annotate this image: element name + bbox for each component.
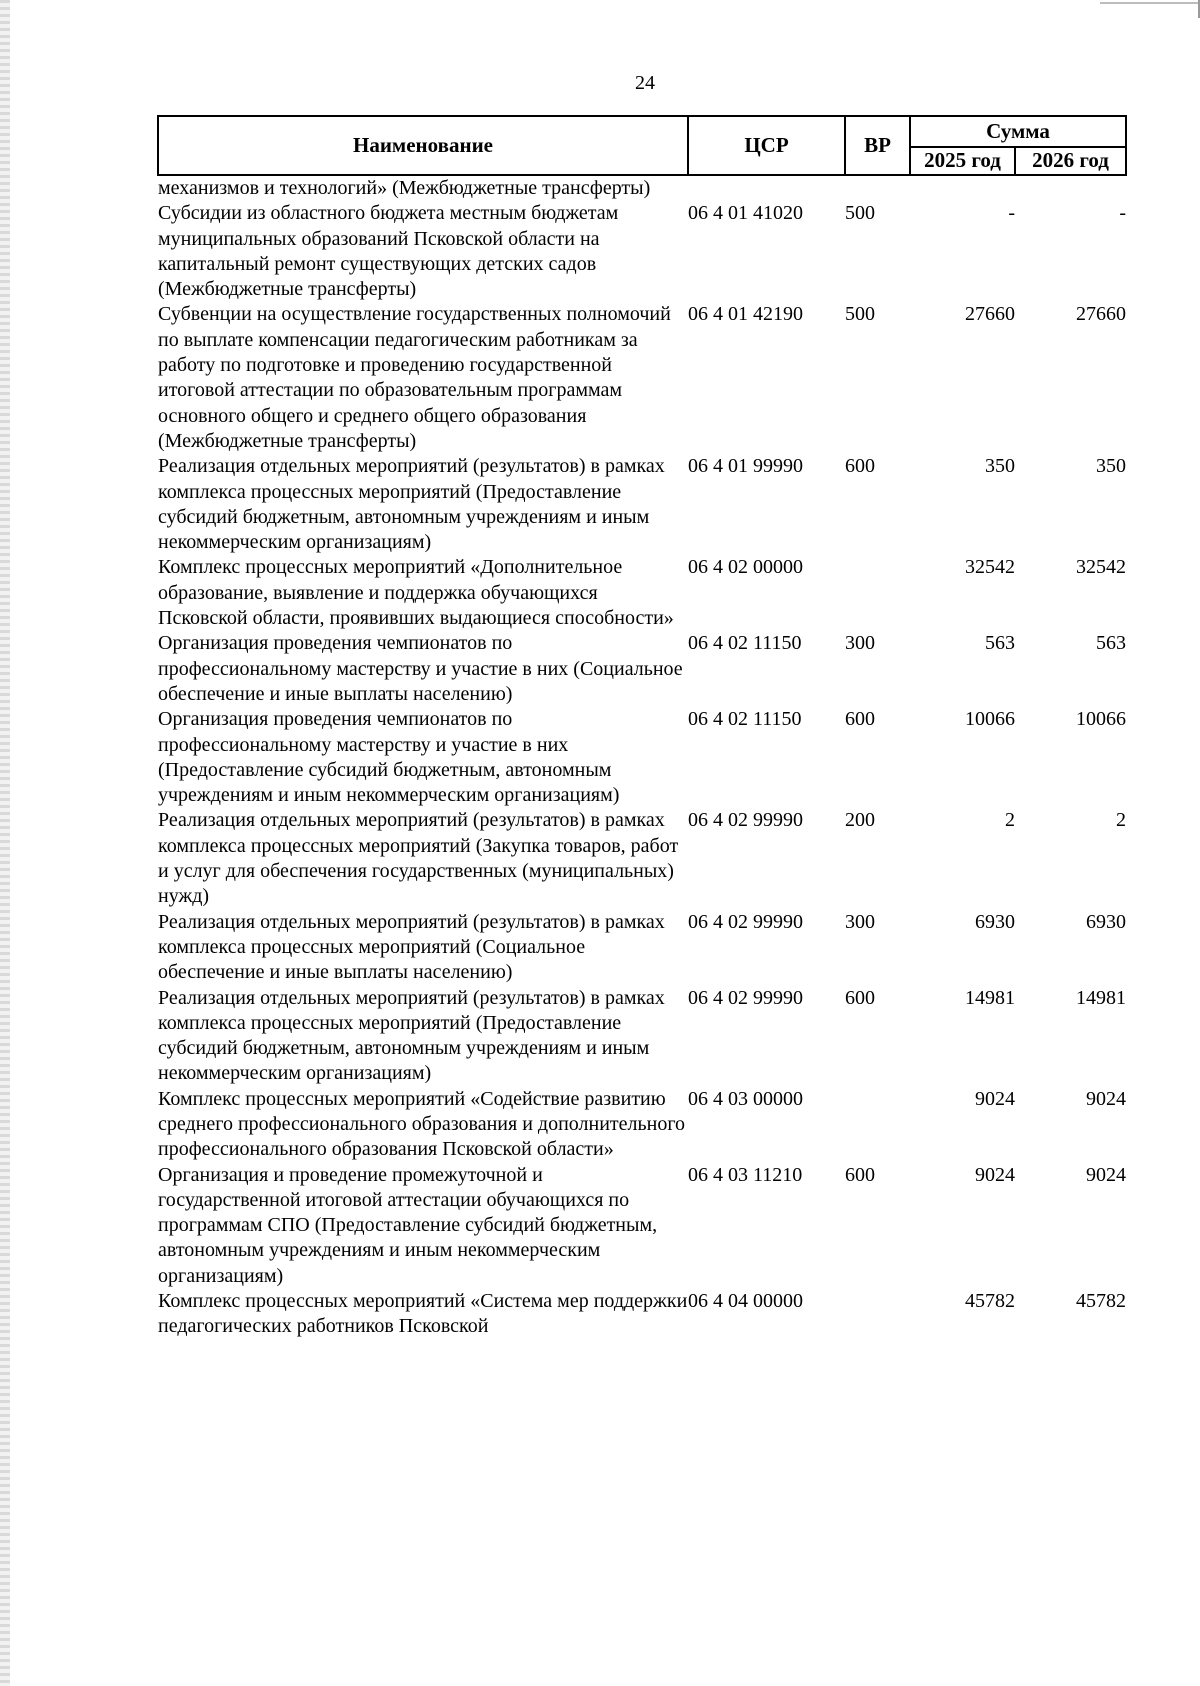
table-row	[158, 555, 1126, 631]
row-vr: 200	[845, 809, 875, 832]
row-csr: 06 4 03 11210	[688, 1163, 803, 1186]
table-header	[158, 116, 1126, 175]
row-name: Комплекс процессных мероприятий «Дополнительное образование, выявление и поддержка обучающихся Псковской области, проявивших выдающиеся способности»	[158, 556, 674, 630]
table-row	[158, 1289, 1126, 1340]
row-vr: 500	[845, 202, 875, 225]
row-csr: 06 4 02 11150	[688, 708, 802, 731]
row-sum-2026: 6930	[1086, 910, 1126, 933]
column-header-vr: ВР	[845, 116, 910, 175]
row-sum-2025: 563	[985, 632, 1015, 655]
row-csr: 06 4 02 99990	[688, 910, 803, 933]
row-sum-2026: 45782	[1076, 1290, 1126, 1313]
row-vr	[845, 1289, 910, 1340]
row-sum-2025	[910, 175, 1015, 201]
row-sum-2025: 350	[985, 455, 1015, 478]
row-vr: 600	[845, 986, 875, 1009]
budget-table	[157, 115, 1127, 1340]
row-sum-2026: 563	[1096, 632, 1126, 655]
row-name: Реализация отдельных мероприятий (результатов) в рамках комплекса процессных мероприятий (Предоставление субсидий бюджетным, автономным учреждениям и иным некоммерческим организациям)	[158, 455, 665, 554]
row-sum-2026: 32542	[1076, 556, 1126, 579]
row-vr: 300	[845, 910, 875, 933]
row-name: механизмов и технологий» (Межбюджетные трансферты)	[158, 177, 651, 199]
row-sum-2025: 45782	[965, 1290, 1015, 1313]
row-name: Организация проведения чемпионатов по профессиональному мастерству и участие в них (Социальное обеспечение и иные выплаты населению)	[158, 632, 683, 705]
row-name: Субсидии из областного бюджета местным бюджетам муниципальных образований Псковской области на капитальный ремонт существующих детских садов (Межбюджетные трансферты)	[158, 202, 619, 301]
row-name: Реализация отдельных мероприятий (результатов) в рамках комплекса процессных мероприятий (Закупка товаров, работ и услуг для обеспечения государственных (муниципальных) нужд)	[158, 809, 679, 908]
column-header-2026: 2026 год	[1015, 147, 1126, 175]
row-sum-2026: 27660	[1076, 303, 1126, 326]
row-csr: 06 4 02 11150	[688, 632, 802, 655]
row-sum-2025: 6930	[975, 910, 1015, 933]
row-csr: 06 4 03 00000	[688, 1087, 803, 1110]
table-row	[158, 302, 1126, 454]
row-csr: 06 4 02 00000	[688, 556, 803, 579]
table-row	[158, 631, 1126, 707]
row-sum-2026: 9024	[1086, 1087, 1126, 1110]
row-vr: 600	[845, 1163, 875, 1186]
row-sum-2025: 14981	[965, 986, 1015, 1009]
row-sum-2025: 9024	[975, 1087, 1015, 1110]
row-sum-2025: 2	[1005, 809, 1015, 832]
row-sum-2025: 27660	[965, 303, 1015, 326]
row-name: Организация и проведение промежуточной и государственной итоговой аттестации обучающихся по программам СПО (Предоставление субсидий бюджетным, автономным учреждениям и иным некоммерческим организациям)	[158, 1163, 658, 1287]
row-sum-2026: 10066	[1076, 708, 1126, 731]
row-sum-2025: 32542	[965, 556, 1015, 579]
row-sum-2025: 9024	[975, 1163, 1015, 1186]
row-csr: 06 4 01 41020	[688, 202, 803, 225]
row-csr: 06 4 01 99990	[688, 455, 803, 478]
row-csr: 06 4 01 42190	[688, 303, 803, 326]
row-name: Организация проведения чемпионатов по профессиональному мастерству и участие в них (Предоставление субсидий бюджетным, автономным учреждениям и иным некоммерческим организациям)	[158, 708, 620, 807]
column-header-name: Наименование	[158, 116, 688, 175]
row-name: Реализация отдельных мероприятий (результатов) в рамках комплекса процессных мероприятий (Предоставление субсидий бюджетным, автономным учреждениям и иным некоммерческим организациям)	[158, 986, 665, 1085]
row-vr: 600	[845, 708, 875, 731]
row-name: Комплекс процессных мероприятий «Система мер поддержки педагогических работников Псковской	[158, 1290, 688, 1338]
row-vr: 600	[845, 455, 875, 478]
row-sum-2026: 350	[1096, 455, 1126, 478]
table-row	[158, 201, 1126, 302]
table-row	[158, 808, 1126, 909]
row-sum-2025: -	[1008, 202, 1015, 225]
table-row	[158, 1087, 1126, 1163]
row-sum-2026: 14981	[1076, 986, 1126, 1009]
row-sum-2026: 2	[1116, 809, 1126, 832]
row-vr: 500	[845, 303, 875, 326]
column-header-sum: Сумма	[910, 116, 1126, 147]
row-vr	[845, 555, 910, 631]
row-sum-2026	[1015, 175, 1126, 201]
table-row	[158, 986, 1126, 1087]
row-name: Комплекс процессных мероприятий «Содействие развитию среднего профессионального образования и дополнительного профессионального образования Псковской области»	[158, 1087, 686, 1161]
column-header-2025: 2025 год	[910, 147, 1015, 175]
table-row	[158, 707, 1126, 808]
table-row	[158, 454, 1126, 555]
table-row	[158, 910, 1126, 986]
row-sum-2025: 10066	[965, 708, 1015, 731]
row-csr: 06 4 02 99990	[688, 986, 803, 1009]
scan-edge	[0, 0, 10, 1686]
row-name: Реализация отдельных мероприятий (результатов) в рамках комплекса процессных мероприятий (Социальное обеспечение и иные выплаты населению)	[158, 910, 665, 984]
table-row	[158, 1163, 1126, 1289]
row-vr	[845, 175, 910, 201]
row-sum-2026: -	[1119, 202, 1126, 225]
row-csr: 06 4 04 00000	[688, 1290, 803, 1313]
column-header-csr: ЦСР	[688, 116, 845, 175]
table-row	[158, 175, 1126, 201]
row-csr	[688, 175, 845, 201]
row-name: Субвенции на осуществление государственных полномочий по выплате компенсации педагогическим работникам за работу по подготовке и проведению государственной итоговой аттестации по образовательным программам основного общего и среднего общего образования (Межбюджетные трансферты)	[158, 303, 671, 452]
row-vr: 300	[845, 632, 875, 655]
table-body	[158, 175, 1126, 1340]
page-number: 24	[635, 72, 655, 94]
row-vr	[845, 1087, 910, 1163]
row-sum-2026: 9024	[1086, 1163, 1126, 1186]
scan-mark	[1100, 2, 1200, 4]
row-csr: 06 4 02 99990	[688, 809, 803, 832]
